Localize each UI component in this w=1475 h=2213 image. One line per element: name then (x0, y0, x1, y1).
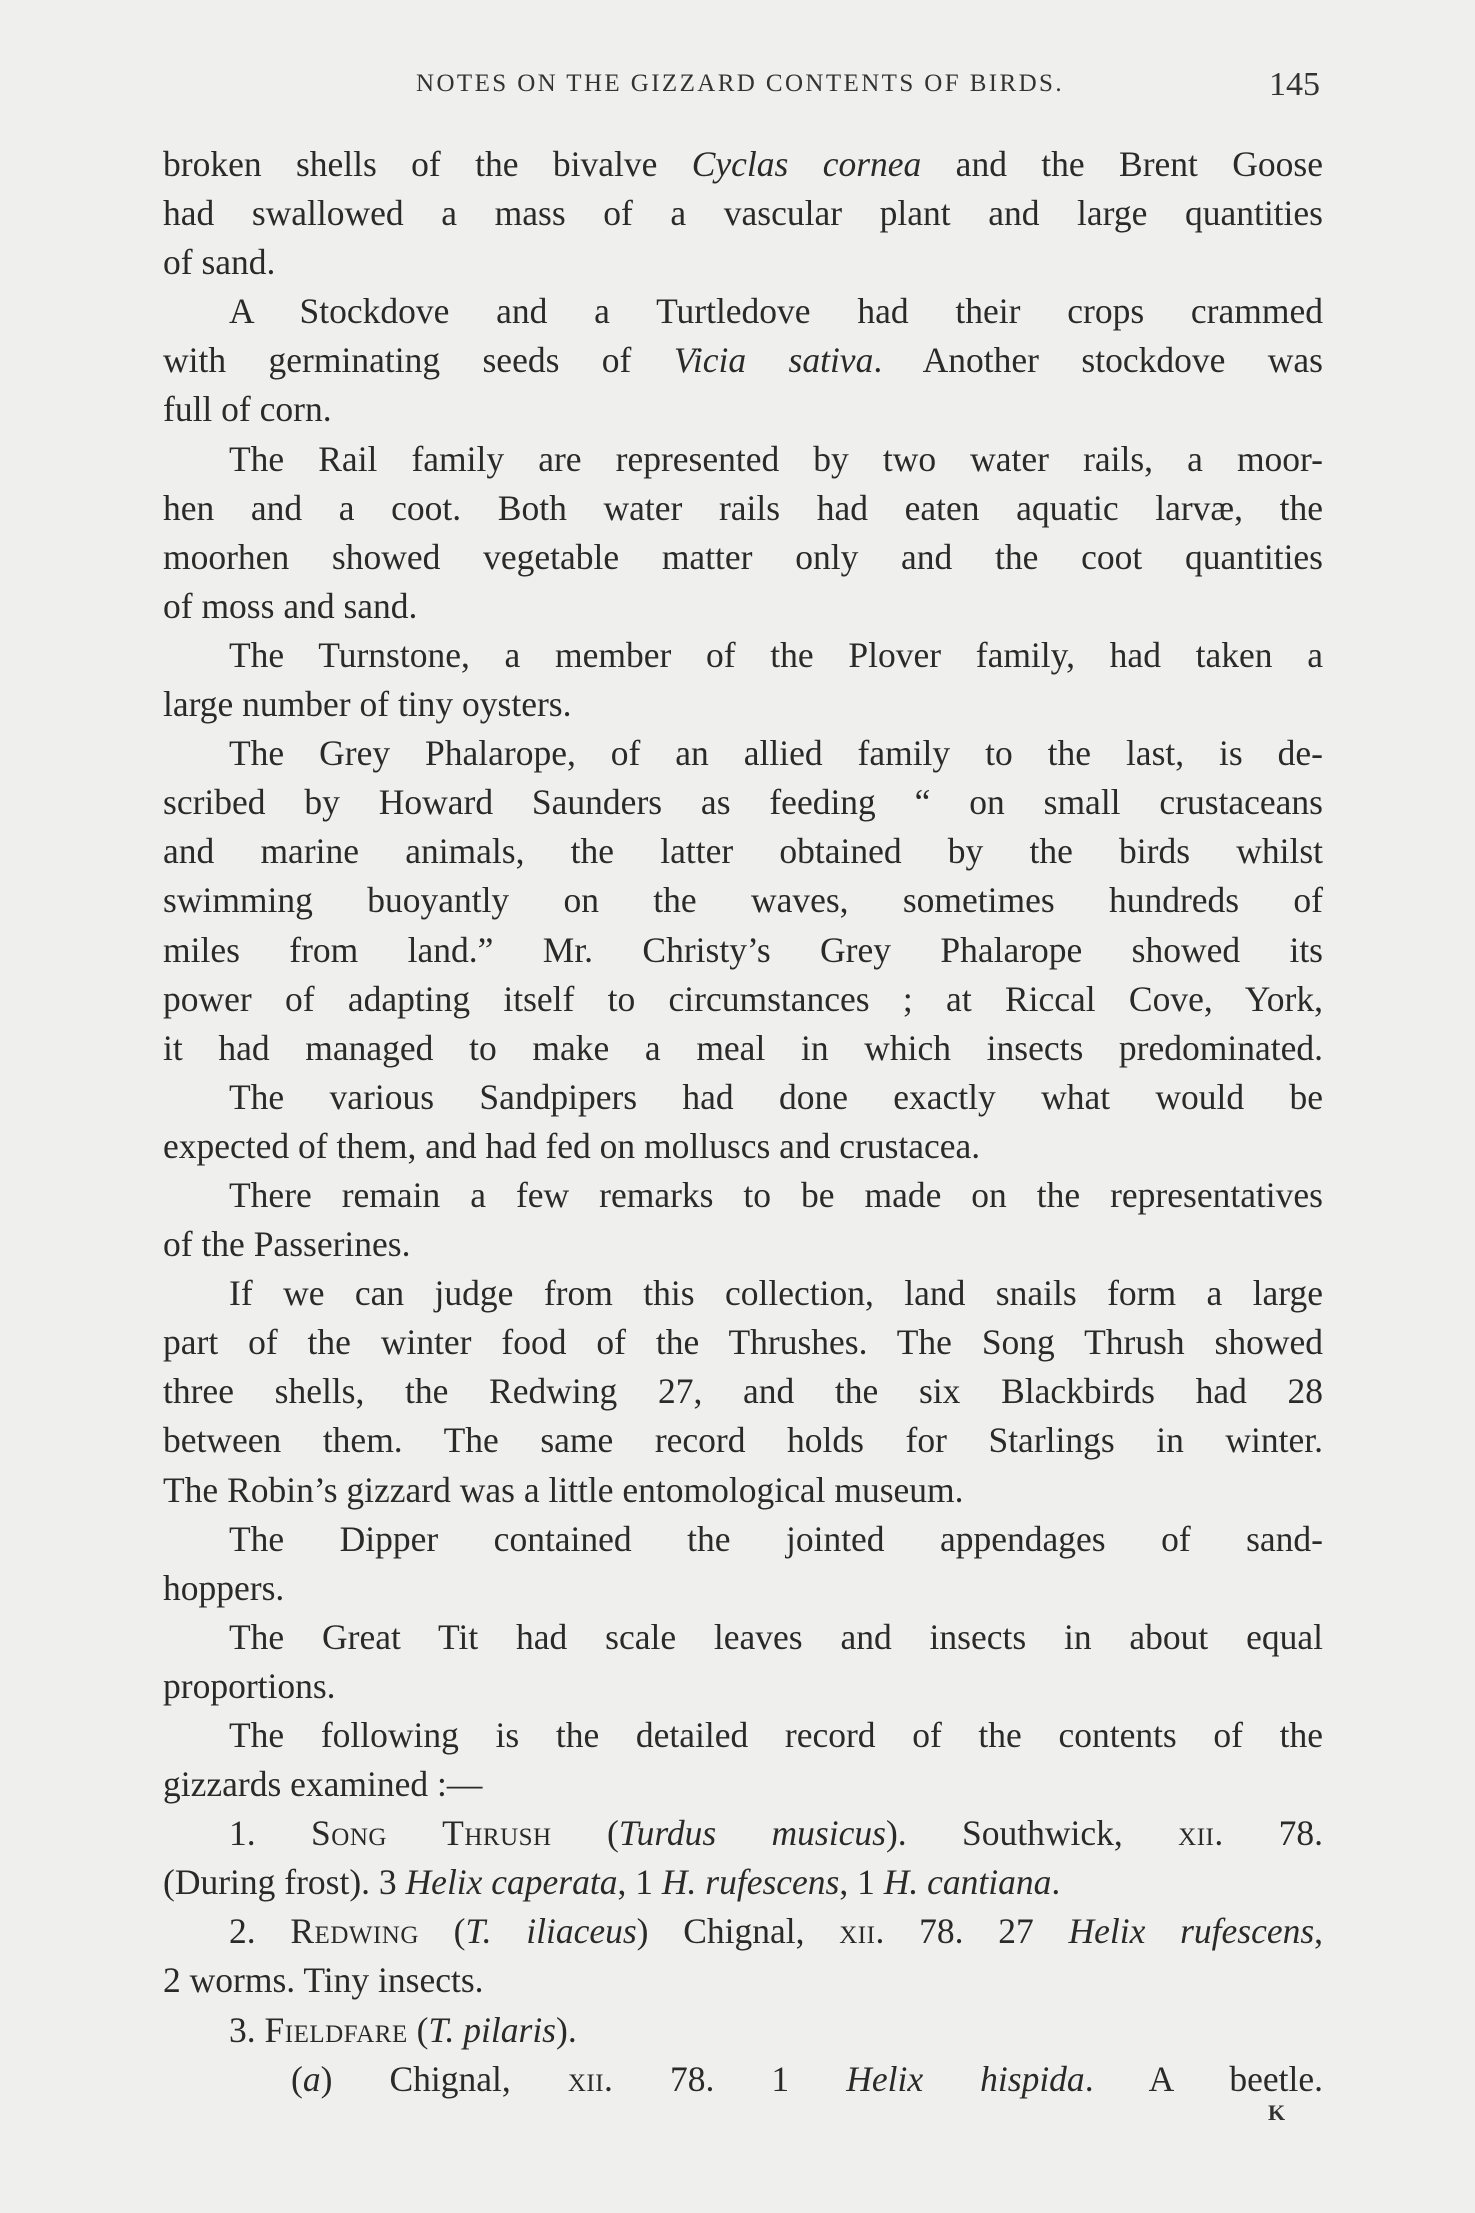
text-line (163, 1073, 1323, 1122)
italic-text: Cyclas cornea (691, 144, 922, 184)
text-run: swimming buoyantly on the waves, sometimes hundreds of (163, 880, 1323, 921)
text-run: power of adapting itself to circumstances ; at Riccal Cove, York, (163, 978, 1323, 1019)
text-run: gizzards examined :— (163, 1764, 483, 1805)
text-line (163, 876, 1323, 925)
text-run: hoppers. (163, 1567, 285, 1608)
text-run: . 78. (1214, 1813, 1323, 1854)
small-caps-text: Song Thrush (311, 1813, 552, 1854)
text-line (163, 926, 1323, 975)
text-line (163, 2006, 1323, 2055)
text-run: and the Brent Goose (921, 144, 1323, 184)
text-run: ). Southwick, (885, 1813, 1179, 1854)
text-run: . 78. 1 (604, 2058, 847, 2099)
text-line (163, 484, 1323, 533)
italic-text: Vicia sativa (673, 340, 874, 381)
italic-text: a (302, 2058, 321, 2099)
text-run: . Another stockdove was (873, 340, 1323, 381)
text-run: miles from land.” Mr. Christy’s Grey Phalarope showed its (163, 929, 1323, 970)
italic-text: Turdus musicus (618, 1813, 886, 1854)
text-line (163, 1956, 1323, 2005)
text-line (163, 238, 1323, 287)
text-line (163, 975, 1323, 1024)
text-run: between them. The same record holds for Starlings in winter. (163, 1420, 1323, 1461)
text-run: The Turnstone, a member of the Plover family, had taken a (229, 634, 1323, 675)
small-caps-text: Fieldfare (264, 2009, 408, 2050)
text-line (163, 1318, 1323, 1367)
text-line (163, 1858, 1323, 1907)
running-head: NOTES ON THE GIZZARD CONTENTS OF BIRDS. (415, 70, 1064, 97)
text-run: ( (407, 2009, 429, 2050)
text-line (163, 1760, 1323, 1809)
text-run: If we can judge from this collection, land snails form a large (229, 1273, 1323, 1314)
text-run: The various Sandpipers had done exactly what would be (229, 1076, 1323, 1117)
small-caps-text: xii (839, 1911, 876, 1952)
text-run: 1. (229, 1813, 312, 1854)
text-run: had swallowed a mass of a vascular plant and large quantities (163, 193, 1323, 234)
text-run: 3. (229, 2009, 265, 2050)
text-run: , 1 (617, 1862, 662, 1903)
text-run: The Rail family are represented by two water rails, a moor- (229, 438, 1323, 479)
text-line (163, 336, 1323, 385)
text-line (163, 1466, 1323, 1515)
text-run: The following is the detailed record of the contents of the (229, 1715, 1323, 1755)
text-run: 2. (229, 1911, 291, 1952)
text-run: moorhen showed vegetable matter only and the coot quantities (163, 536, 1323, 577)
text-run: 2 worms. Tiny insects. (163, 1960, 484, 2001)
italic-text: H. rufescens (661, 1862, 840, 1903)
text-run: it had managed to make a meal in which insects predominated. (163, 1027, 1323, 1068)
italic-text: T. iliaceus (465, 1911, 637, 1952)
text-run: part of the winter food of the Thrushes. The Song Thrush showed (163, 1322, 1323, 1363)
text-run: broken shells of the bivalve (163, 144, 692, 184)
body-text (163, 140, 1323, 2104)
text-line (163, 1564, 1323, 1613)
italic-text: Helix caperata (405, 1862, 618, 1903)
text-line (163, 1515, 1323, 1564)
text-run: The Great Tit had scale leaves and insects in about equal (229, 1616, 1323, 1657)
text-line (163, 1024, 1323, 1073)
text-run: . 78. 27 (875, 1911, 1069, 1952)
text-run: The Dipper contained the jointed appendages of sand- (229, 1518, 1323, 1559)
text-run: A Stockdove and a Turtledove had their crops crammed (229, 291, 1323, 332)
text-run: ( (291, 2058, 303, 2099)
text-run: three shells, the Redwing 27, and the six Blackbirds had 28 (163, 1371, 1323, 1412)
text-line (163, 189, 1323, 238)
page-number: 145 (1269, 66, 1320, 103)
text-run: hen and a coot. Both water rails had eaten aquatic larvæ, the (163, 487, 1323, 528)
italic-text: Helix rufescens (1068, 1911, 1315, 1952)
text-run: full of corn. (163, 389, 332, 430)
text-line (163, 533, 1323, 582)
text-line (163, 1711, 1323, 1760)
text-run: large number of tiny oysters. (163, 684, 572, 725)
text-line (163, 1662, 1323, 1711)
text-run: proportions. (163, 1665, 336, 1706)
text-line (163, 1122, 1323, 1171)
text-line (163, 2055, 1323, 2104)
italic-text: H. cantiana (883, 1862, 1052, 1903)
text-run: of sand. (163, 242, 276, 283)
small-caps-text: xii (1178, 1813, 1215, 1854)
text-line (163, 435, 1323, 484)
text-run: . A beetle. (1084, 2058, 1324, 2099)
text-run: ) Chignal, (320, 2058, 568, 2099)
text-run: The Grey Phalarope, of an allied family to the last, is de- (229, 733, 1323, 774)
text-line (163, 1613, 1323, 1662)
text-run: (During frost). 3 (163, 1862, 406, 1903)
text-run: , 1 (839, 1862, 884, 1903)
text-run: There remain a few remarks to be made on the representatives (229, 1174, 1323, 1215)
text-line (163, 680, 1323, 729)
text-line (163, 778, 1323, 827)
text-run: , (1314, 1911, 1324, 1952)
text-line (163, 631, 1323, 680)
signature-mark: K (1268, 2100, 1287, 2125)
text-line (163, 1907, 1323, 1956)
text-line (163, 1220, 1323, 1269)
text-line (163, 1416, 1323, 1465)
small-caps-text: Redwing (290, 1911, 419, 1952)
text-run: . (1051, 1862, 1061, 1903)
italic-text: T. pilaris (428, 2009, 556, 2050)
text-run: scribed by Howard Saunders as feeding “ on small crustaceans (163, 782, 1323, 823)
text-run: of moss and sand. (163, 585, 418, 626)
text-line (163, 1269, 1323, 1318)
text-line (163, 729, 1323, 778)
text-line (163, 1809, 1323, 1858)
text-line (163, 140, 1323, 189)
text-run: expected of them, and had fed on molluscs and crustacea. (163, 1125, 981, 1166)
text-run: ( (551, 1813, 619, 1854)
text-run: ( (418, 1911, 466, 1952)
italic-text: Helix hispida (846, 2058, 1085, 2099)
text-line (163, 1171, 1323, 1220)
text-run: with germinating seeds of (163, 340, 674, 381)
text-run: and marine animals, the latter obtained by the birds whilst (163, 831, 1323, 872)
text-run: The Robin’s gizzard was a little entomological museum. (163, 1469, 964, 1510)
text-line (163, 827, 1323, 876)
text-run: of the Passerines. (163, 1224, 411, 1265)
page-header (160, 66, 1320, 114)
text-line (163, 582, 1323, 631)
text-line (163, 385, 1323, 434)
text-run: ). (556, 2009, 577, 2050)
text-line (163, 287, 1323, 336)
text-line (163, 1367, 1323, 1416)
small-caps-text: xii (567, 2058, 605, 2099)
text-run: ) Chignal, (636, 1911, 840, 1952)
